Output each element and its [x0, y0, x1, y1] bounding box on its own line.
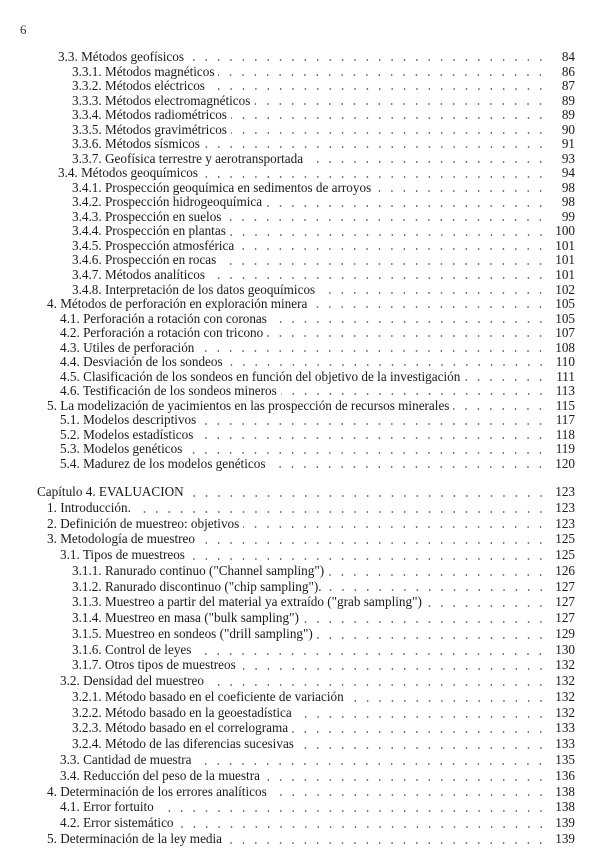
toc-entry: [0, 768, 600, 784]
toc-entry-title: 3.4.3. Prospección en suelos: [72, 208, 222, 224]
toc-entry-page: 132: [555, 657, 575, 673]
dot-leader: [307, 161, 547, 163]
toc-entry-page: 127: [555, 610, 575, 626]
dot-leader: [317, 637, 547, 639]
toc-entry: [0, 720, 600, 736]
toc-entry-title: 4. Determinación de los errores analíticos: [47, 783, 267, 799]
toc-entry-title: 3.4. Reducción del peso de la muestra: [60, 767, 260, 783]
toc-entry-title: 2. Definición de muestreo: objetivos: [47, 515, 240, 531]
toc-entry-page: 123: [555, 499, 575, 515]
dot-leader: [328, 574, 547, 576]
dot-leader: [195, 653, 547, 655]
toc-entry-page: 107: [555, 325, 575, 341]
toc-entry-page: 123: [555, 484, 575, 499]
toc-entry-page: 113: [555, 383, 575, 399]
toc-entry: [0, 296, 600, 311]
toc-entry-title: 3.1.5. Muestreo en sondeos ("drill sampling"): [72, 625, 313, 641]
toc-entry: [0, 267, 600, 282]
toc-entry: [0, 282, 600, 297]
dot-leader: [220, 263, 547, 265]
toc-entry-page: 91: [561, 136, 575, 152]
toc-entry: [0, 180, 600, 195]
toc-entry-page: 126: [555, 562, 575, 578]
toc-block-chapter-4: [0, 484, 600, 847]
toc-entry-title: 5.1. Modelos descriptivos: [60, 412, 197, 428]
toc-entry: [0, 252, 600, 267]
toc-entry-title: 3.3.5. Métodos gravimétricos: [72, 121, 227, 137]
toc-entry: [0, 398, 600, 413]
toc-entry: [0, 340, 600, 355]
toc-entry-title: 3.2.2. Método basado en la geoestadística: [72, 704, 292, 720]
toc-entry-page: 132: [555, 688, 575, 704]
toc-entry-title: 3.3.1. Métodos magnéticos: [72, 63, 215, 79]
toc-entry-page: 133: [555, 736, 575, 752]
toc-entry-page: 98: [561, 194, 575, 210]
dot-leader: [311, 306, 547, 308]
toc-entry-page: 89: [561, 107, 575, 123]
dot-leader: [135, 511, 547, 513]
toc-entry: [0, 122, 600, 137]
toc-entry-page: 132: [555, 673, 575, 689]
toc-entry-page: 94: [561, 165, 575, 181]
toc-entry-title: 5. Determinación de la ley media: [47, 830, 223, 846]
toc-entry-page: 125: [555, 531, 575, 547]
dot-leader: [453, 408, 547, 410]
dot-leader: [319, 292, 547, 294]
toc-entry: [0, 815, 600, 831]
toc-entry-title: 4.4. Desviación de los sondeos: [60, 354, 223, 370]
toc-entry-page: 105: [555, 310, 575, 326]
page-number: 6: [20, 22, 27, 37]
toc-entry-page: 130: [555, 641, 575, 657]
dot-leader: [204, 146, 547, 148]
dot-leader: [298, 747, 547, 749]
toc-entry-title: 3.1.7. Otros tipos de muestreos: [72, 657, 236, 673]
toc-entry: [0, 383, 600, 398]
toc-entry-title: 4.2. Perforación a rotación con tricono: [60, 325, 264, 341]
toc-entry: [0, 594, 600, 610]
dot-leader: [296, 716, 547, 718]
toc-entry: [0, 626, 600, 642]
toc-entry-page: 98: [561, 179, 575, 195]
toc-entry-title: 3.3.6. Métodos sísmicos: [72, 136, 200, 152]
toc-entry-title: 3. Metodología de muestreo: [47, 531, 195, 547]
dot-leader: [303, 621, 547, 623]
toc-entry-title: 3.3. Cantidad de muestra: [60, 752, 192, 768]
toc-entry: [0, 736, 600, 752]
toc-entry: [0, 64, 600, 79]
toc-entry: [0, 427, 600, 442]
toc-entry: [0, 151, 600, 166]
toc-entry: [0, 325, 600, 340]
dot-leader: [426, 605, 547, 607]
toc-entry: [0, 107, 600, 122]
toc-entry: [0, 752, 600, 768]
dot-leader: [189, 558, 547, 560]
toc-entry-page: 89: [561, 92, 575, 108]
toc-entry-title: 4.6. Testificación de los sondeos mineros: [60, 383, 277, 399]
toc-entry: [0, 642, 600, 658]
dot-leader: [464, 379, 547, 381]
toc-entry-title: 4.1. Error fortuito: [60, 799, 154, 815]
toc-entry-title: 3.4.6. Prospección en rocas: [72, 252, 217, 268]
toc-entry-title: 3.1.6. Control de leyes: [72, 641, 192, 657]
toc-entry-page: 84: [561, 49, 575, 64]
toc-entry-title: 3.3.2. Métodos eléctricos: [72, 78, 205, 94]
toc-entry: [0, 354, 600, 369]
toc-entry: [0, 165, 600, 180]
toc-entry-title: 1. Introducción.: [47, 499, 131, 515]
toc-block-continued: [0, 49, 600, 470]
dot-leader: [208, 684, 547, 686]
toc-entry-page: 123: [555, 515, 575, 531]
dot-leader: [195, 763, 547, 765]
toc-entry: [0, 784, 600, 800]
toc-entry: [0, 49, 600, 64]
toc-entry: [0, 369, 600, 384]
toc-entry-page: 108: [555, 339, 575, 355]
toc-entry-page: 139: [555, 830, 575, 846]
toc-entry-page: 125: [555, 547, 575, 563]
toc-entry-page: 101: [555, 252, 575, 268]
toc-entry-page: 100: [555, 223, 575, 239]
toc-entry: [0, 705, 600, 721]
toc-entry-page: 111: [556, 368, 575, 384]
dot-leader: [186, 452, 547, 454]
toc-entry-page: 133: [555, 720, 575, 736]
toc-entry: [0, 412, 600, 427]
toc-entry-title: 3.1.1. Ranurado continuo ("Channel sampling"): [72, 562, 325, 578]
toc-entry: [0, 311, 600, 326]
toc-entry-page: 138: [555, 799, 575, 815]
toc-entry-title: 3.3. Métodos geofísicos: [58, 49, 185, 64]
dot-leader: [197, 437, 547, 439]
toc-entry-title: 3.4.8. Interpretación de los datos geoquímicos: [72, 281, 316, 297]
dot-leader: [158, 810, 547, 812]
toc-entry-title: 3.2. Densidad del muestreo: [60, 673, 204, 689]
toc-entry-title: Capítulo 4. EVALUACION: [37, 484, 184, 499]
toc-entry-title: 3.2.4. Método de las diferencias sucesivas: [72, 736, 294, 752]
toc-entry-page: 119: [555, 441, 575, 457]
toc-entry: [0, 484, 600, 500]
dot-leader: [202, 176, 547, 178]
dot-leader: [227, 364, 547, 366]
toc-entry: [0, 441, 600, 456]
toc-entry: [0, 223, 600, 238]
toc-entry-page: 127: [555, 578, 575, 594]
toc-entry-page: 120: [555, 455, 575, 471]
dot-leader: [188, 59, 547, 61]
dot-leader: [200, 423, 547, 425]
toc-entry: [0, 673, 600, 689]
toc-entry-page: 86: [561, 63, 575, 79]
toc-entry-title: 5.4. Madurez de los modelos genéticos: [60, 455, 266, 471]
toc-entry-title: 4.1. Perforación a rotación con coronas: [60, 310, 267, 326]
toc-entry: [0, 194, 600, 209]
toc-entry: [0, 531, 600, 547]
toc-entry-title: 3.4.1. Prospección geoquímica en sedimentos de arroyos: [72, 179, 372, 195]
toc-entry: [0, 547, 600, 563]
toc-entry-page: 90: [561, 121, 575, 137]
toc-entry-page: 138: [555, 783, 575, 799]
toc-entry-title: 3.3.4. Métodos radiométricos: [72, 107, 227, 123]
toc-entry-title: 3.3.7. Geofísica terrestre y aerotransportada: [72, 150, 304, 166]
dot-leader: [326, 589, 547, 591]
toc-entry-page: 118: [555, 426, 575, 442]
toc-entry-title: 3.1.3. Muestreo a partir del material ya extraído ("grab sampling"): [72, 594, 422, 610]
toc-entry: [0, 209, 600, 224]
toc-entry: [0, 516, 600, 532]
dot-leader: [240, 668, 547, 670]
toc-entry-title: 4.3. Utiles de perforación: [60, 339, 195, 355]
toc-entry: [0, 93, 600, 108]
dot-leader: [226, 842, 547, 844]
toc-entry: [0, 657, 600, 673]
dot-leader: [198, 350, 547, 352]
toc-entry-page: 87: [561, 78, 575, 94]
toc-entry-page: 101: [555, 237, 575, 253]
dot-leader: [238, 248, 547, 250]
toc-entry-page: 139: [555, 815, 575, 831]
dot-leader: [266, 205, 547, 207]
toc-entry-page: 102: [555, 281, 575, 297]
dot-leader: [199, 542, 547, 544]
dot-leader: [292, 731, 547, 733]
toc-entry-page: 127: [555, 594, 575, 610]
dot-leader: [269, 466, 547, 468]
dot-leader: [188, 495, 547, 497]
dot-leader: [264, 779, 547, 781]
toc-entry: [0, 799, 600, 815]
dot-leader: [218, 74, 547, 76]
toc-entry-title: 3.2.3. Método basado en el correlograma: [72, 720, 289, 736]
toc-entry-page: 132: [555, 704, 575, 720]
dot-leader: [231, 117, 547, 119]
toc-entry-title: 3.4.2. Prospección hidrogeoquímica: [72, 194, 263, 210]
toc-entry-page: 117: [555, 412, 575, 428]
toc-entry: [0, 563, 600, 579]
toc-entry-title: 5. La modelización de yacimientos en las prospección de recursos minerales: [47, 397, 450, 413]
toc-entry-title: 3.2.1. Método basado en el coeficiente de variación: [72, 688, 344, 704]
toc-entry: [0, 610, 600, 626]
toc-entry-title: 5.2. Modelos estadísticos: [60, 426, 194, 442]
dot-leader: [271, 321, 547, 323]
dot-leader: [348, 700, 547, 702]
toc-entry-page: 99: [561, 208, 575, 224]
toc-entry-title: 3.4.4. Prospección en plantas: [72, 223, 226, 239]
toc-entry-page: 110: [555, 354, 575, 370]
dot-leader: [267, 335, 547, 337]
toc-entry: [0, 831, 600, 847]
toc-entry: [0, 238, 600, 253]
toc-entry-title: 3.4. Métodos geoquímicos: [58, 165, 198, 181]
toc-entry-title: 4.5. Clasificación de los sondeos en función del objetivo de la investigación: [60, 368, 461, 384]
dot-leader: [209, 88, 547, 90]
toc-entry-page: 136: [555, 767, 575, 783]
toc-entry: [0, 689, 600, 705]
toc-entry-page: 93: [561, 150, 575, 166]
dot-leader: [375, 190, 547, 192]
toc-entry: [0, 579, 600, 595]
toc-entry-page: 105: [555, 296, 575, 312]
toc-entry-title: 3.1. Tipos de muestreos: [60, 547, 185, 563]
toc-entry-page: 101: [555, 266, 575, 282]
dot-leader: [281, 393, 547, 395]
toc-entry-title: 4.2. Error sistemático: [60, 815, 174, 831]
toc-entry-title: 3.3.3. Métodos electromagnéticos: [72, 92, 251, 108]
toc-entry-title: 3.4.7. Métodos analíticos: [72, 266, 205, 282]
toc-entry-title: 3.1.4. Muestreo en masa ("bulk sampling"): [72, 610, 299, 626]
dot-leader: [271, 794, 547, 796]
dot-leader: [231, 132, 547, 134]
toc-entry: [0, 78, 600, 93]
dot-leader: [254, 103, 547, 105]
toc-entry-page: 135: [555, 752, 575, 768]
dot-leader: [209, 277, 547, 279]
toc-entry: [0, 136, 600, 151]
toc-entry-title: 3.4.5. Prospección atmosférica: [72, 237, 235, 253]
dot-leader: [178, 826, 547, 828]
toc-entry: [0, 500, 600, 516]
toc-entry-title: 5.3. Modelos genéticos: [60, 441, 183, 457]
dot-leader: [225, 219, 547, 221]
dot-leader: [230, 234, 547, 236]
toc-entry-page: 115: [555, 397, 575, 413]
toc-entry: [0, 456, 600, 471]
dot-leader: [243, 526, 547, 528]
toc-entry-title: 4. Métodos de perforación en exploración minera: [47, 296, 308, 312]
toc-entry-page: 129: [555, 625, 575, 641]
toc-entry-title: 3.1.2. Ranurado discontinuo ("chip sampling").: [72, 578, 322, 594]
